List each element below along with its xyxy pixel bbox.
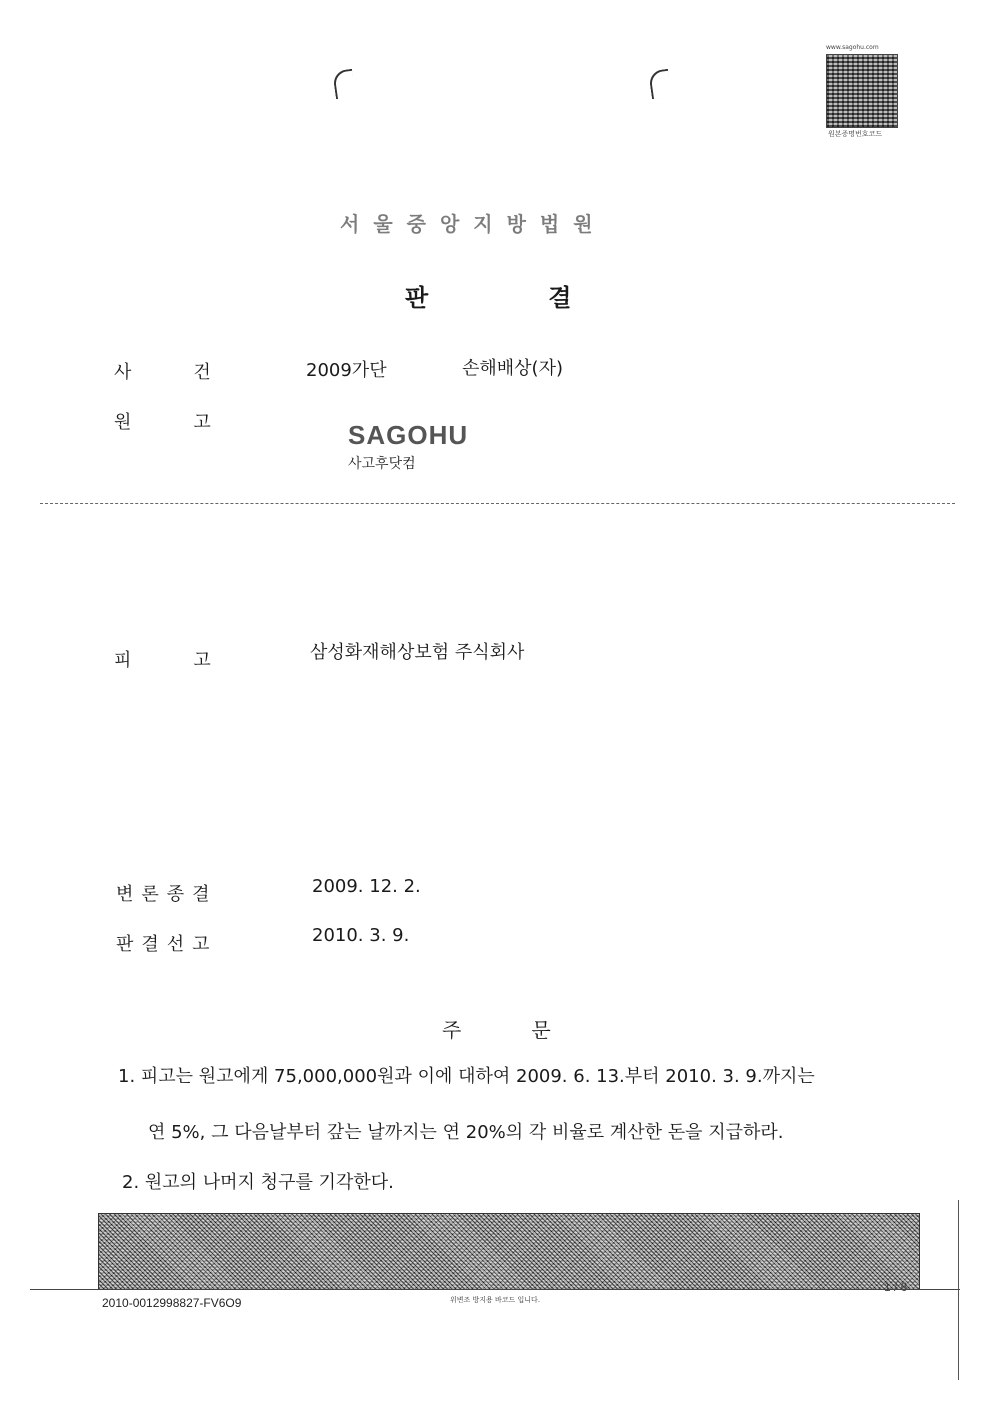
defendant-label	[114, 646, 211, 672]
punch-hole-mark-right	[648, 69, 672, 100]
page-number: 1 / 6	[884, 1280, 908, 1294]
footer-line	[30, 1289, 960, 1290]
defendant-name: 삼성화재해상보험 주식회사	[310, 642, 525, 663]
case-label-char-1: 사	[114, 362, 132, 383]
qr-caption: 원본증명번호코드	[828, 130, 883, 138]
margin-line	[958, 1200, 959, 1380]
court-name: 서울중앙지방법원	[340, 212, 607, 236]
defendant-label-char-2: 고	[193, 650, 211, 671]
ruling-date: 2010. 3. 9.	[312, 925, 410, 946]
case-name: 손해배상(자)	[462, 358, 563, 379]
order-title	[442, 1014, 551, 1043]
order-item-1-line-1: 1. 피고는 원고에게 75,000,000원과 이에 대하여 2009. 6. 13.부터 2010. 3. 9.까지는	[118, 1066, 815, 1087]
punch-hole-mark-left	[332, 69, 356, 100]
separator-line	[40, 503, 955, 504]
qr-url: www.sagohu.com	[826, 44, 879, 51]
ruling-label: 판결선고	[116, 934, 218, 955]
sagohu-logo-subtext: 사고후닷컴	[348, 456, 416, 472]
sagohu-logo: SAGOHU	[348, 420, 469, 450]
title-right-char: 결	[548, 284, 572, 312]
closing-label: 변론종결	[116, 884, 218, 905]
order-title-char-2: 문	[531, 1018, 551, 1042]
case-label	[114, 358, 211, 384]
anti-forgery-barcode	[98, 1213, 920, 1290]
order-title-char-1: 주	[442, 1018, 462, 1042]
closing-date: 2009. 12. 2.	[312, 876, 421, 897]
case-number: 2009가단	[306, 360, 387, 381]
case-label-char-2: 건	[193, 362, 211, 383]
document-id: 2010-0012998827-FV6O9	[102, 1296, 242, 1310]
title-left-char: 판	[405, 284, 429, 312]
order-item-2: 2. 원고의 나머지 청구를 기각한다.	[122, 1172, 394, 1193]
barcode-note: 위변조 방지용 바코드 입니다.	[450, 1296, 541, 1304]
order-item-1-line-2: 연 5%, 그 다음날부터 갚는 날까지는 연 20%의 각 비율로 계산한 돈을 지급하라.	[148, 1122, 784, 1143]
qr-code-icon	[826, 54, 898, 128]
plaintiff-label-char-2: 고	[193, 412, 211, 433]
plaintiff-label-char-1: 원	[114, 412, 132, 433]
document-title	[405, 278, 571, 313]
defendant-label-char-1: 피	[114, 650, 132, 671]
plaintiff-label	[114, 408, 211, 434]
